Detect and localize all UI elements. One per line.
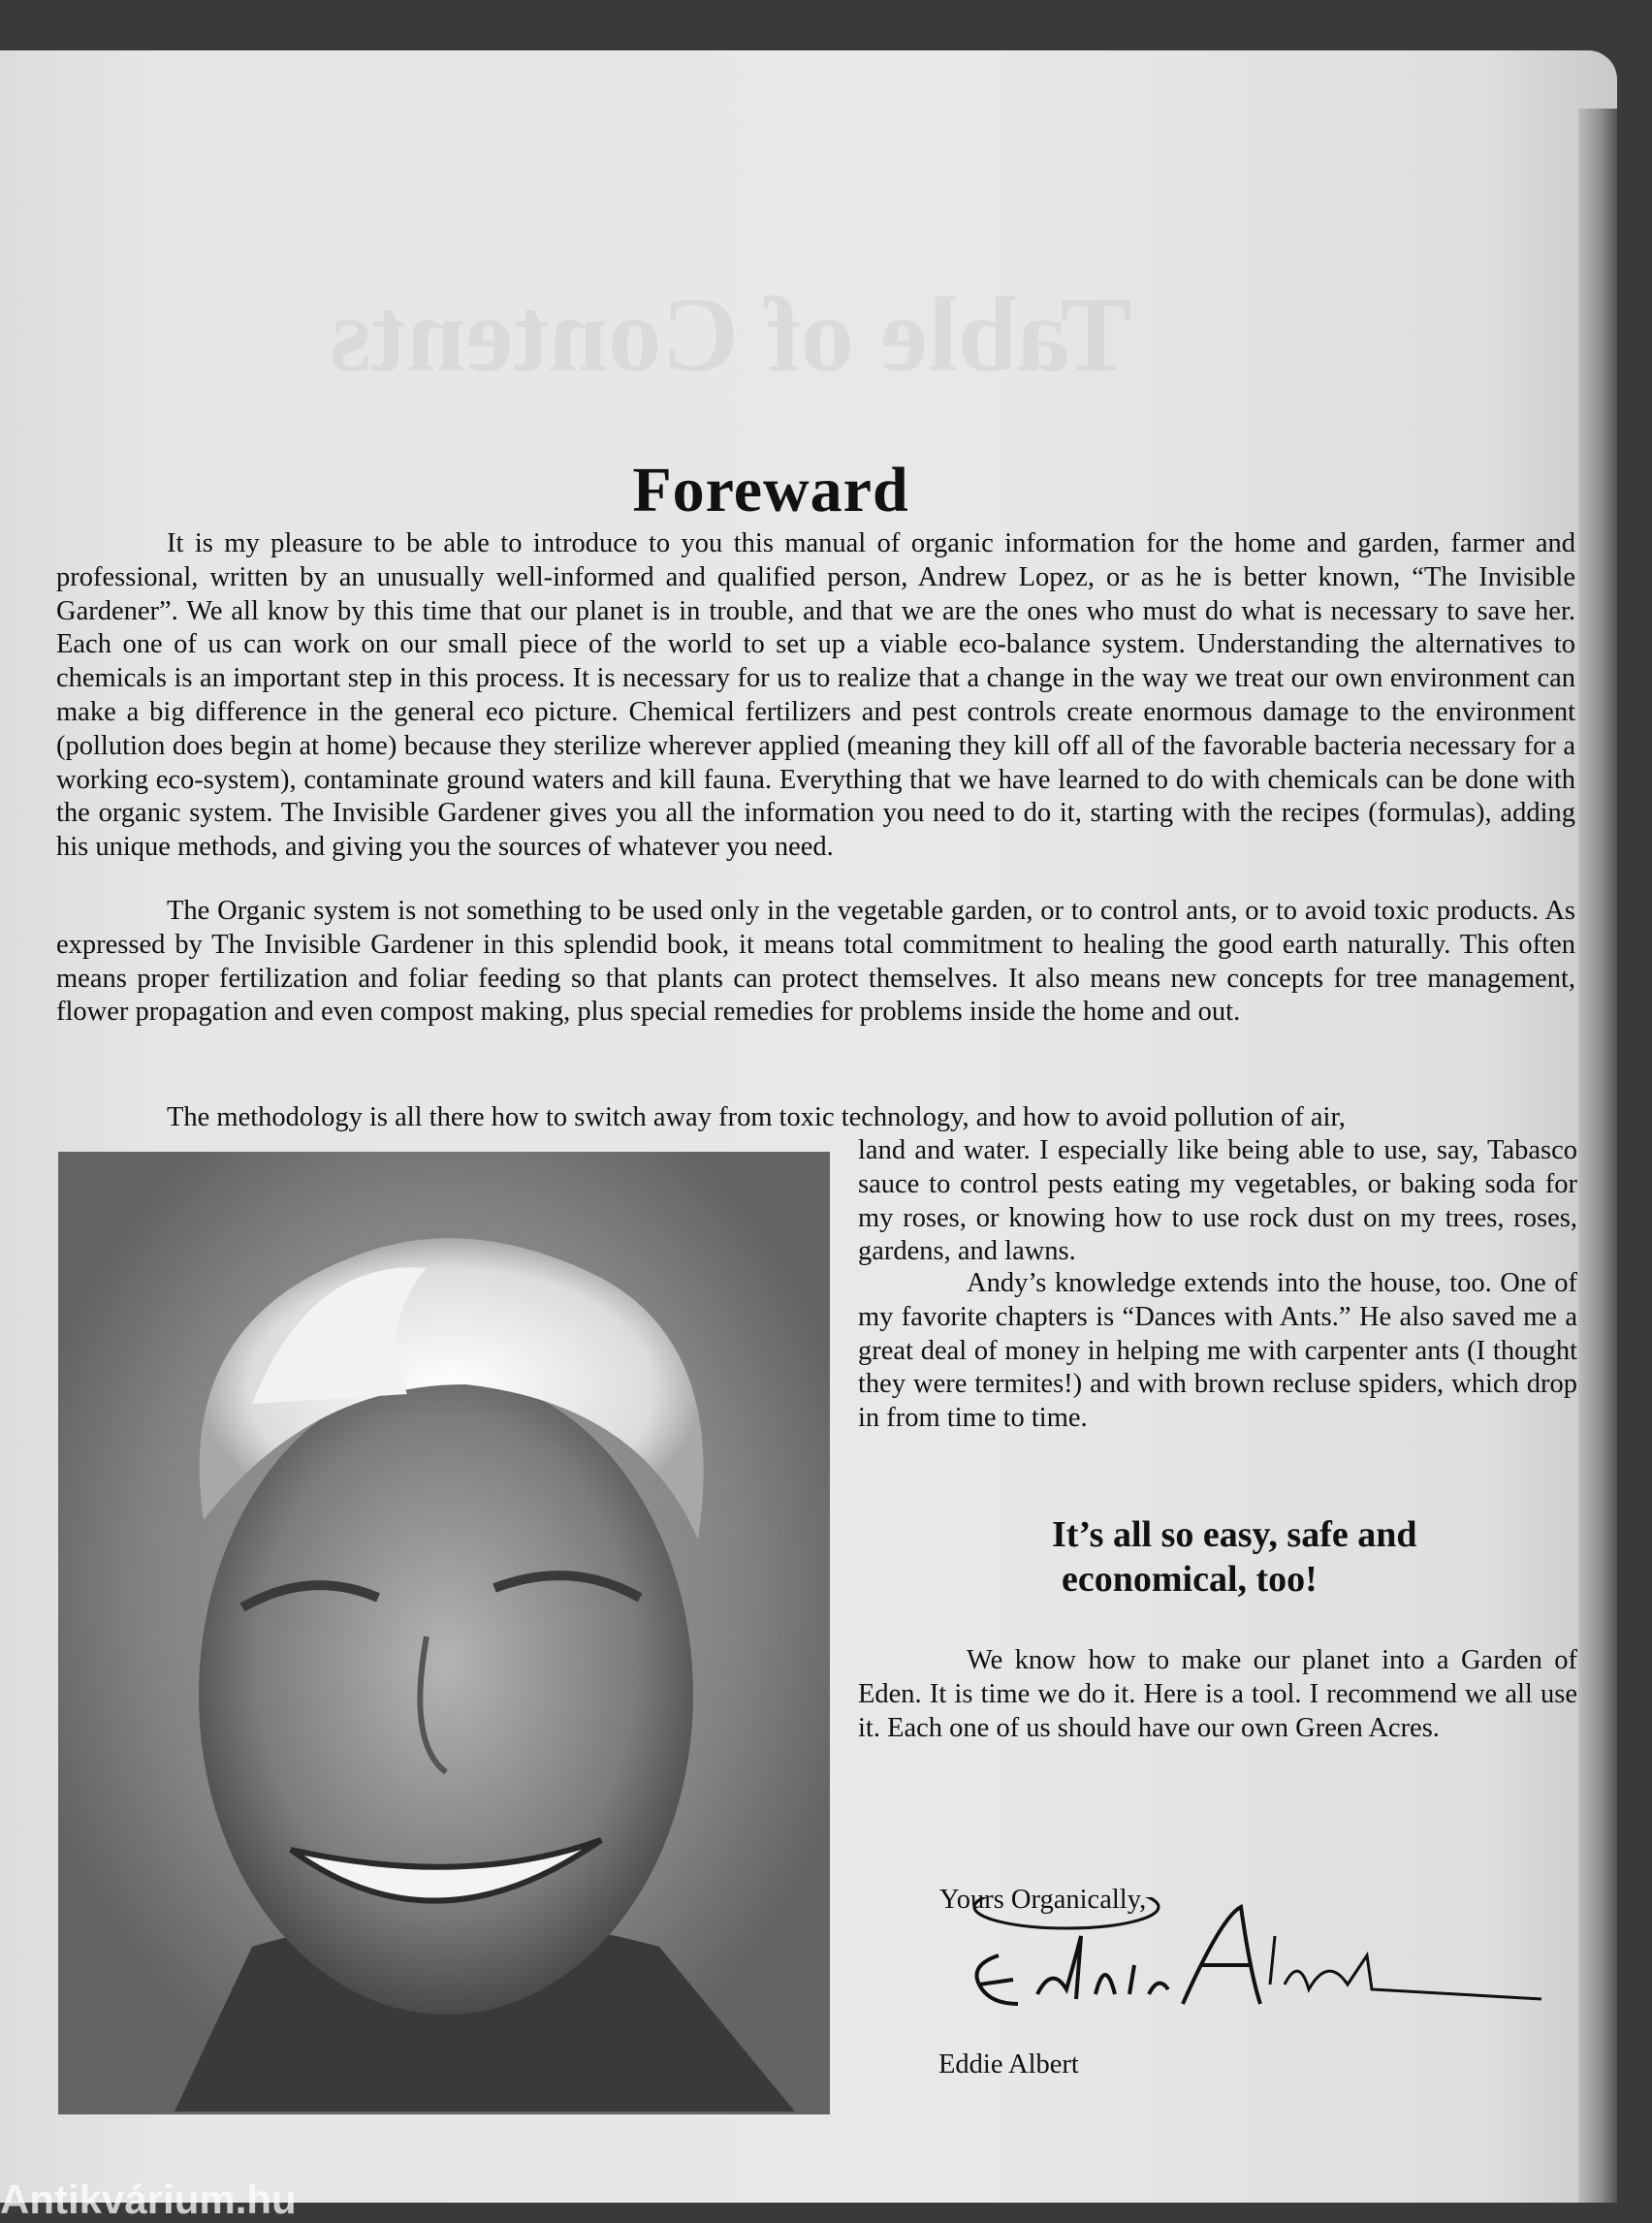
- callout-line-2: economical, too!: [1062, 1559, 1318, 1600]
- paragraph-andys-knowledge: [858, 1267, 1577, 1436]
- paragraph-garden-of-eden-text: We know how to make our planet into a Garden of Eden. It is time we do it. Here is a tool. I recommend we all use it. Each one of us should have our own Green Acres.: [858, 1645, 1577, 1743]
- page-title: Foreward: [632, 455, 909, 526]
- paragraph-garden-of-eden: [858, 1644, 1577, 1745]
- callout-heading: [1052, 1512, 1417, 1602]
- closing-salutation: Yours Organically,: [939, 1885, 1147, 1915]
- paragraph-organic-system: The Organic system is not something to be used only in the vegetable garden, or to control ants, or to avoid toxic products. As expressed by The Invisible Gardener in this splendid book, it means total commitment to healing the good earth naturally. This often means proper fertilization and foliar feeding so that plants can protect themselves. It also means new concepts for tree management, flower propagation and even compost making, plus special remedies for problems inside the home and out.: [56, 896, 1575, 1028]
- portrait-photo: [58, 1152, 830, 2114]
- paragraph-andys-knowledge-text: Andy’s knowledge extends into the house, too. One of my favorite chapters is “Dances with Ants.” He also saved me a great deal of money in helping me with carpenter ants (I thought they were termites!) and with brown recluse spiders, which drop in from time to time.: [858, 1268, 1577, 1434]
- book-page: [0, 50, 1617, 2203]
- watermark: Antikvárium.hu: [0, 2176, 297, 2222]
- signer-name: Eddie Albert: [938, 2049, 1079, 2080]
- paragraph-methodology-rest: land and water. I especially like being able to use, say, Tabasco sauce to control pests eating my vegetables, or baking soda for my roses, or knowing how to use rock dust on my trees, roses, gardens, and lawns.: [858, 1135, 1577, 1267]
- paragraph-methodology-lead: The methodology is all there how to switch away from toxic technology, and how to avoid pollution of air,: [167, 1102, 1346, 1132]
- bleed-through-text: Table of Contents: [330, 275, 1132, 394]
- handwritten-signature: [960, 1897, 1561, 2043]
- page-edge-shadow: [1578, 109, 1617, 2203]
- paragraph-intro: It is my pleasure to be able to introduce to you this manual of organic information for the home and garden, farmer and professional, written by an unusually well-informed and qualified person, Andrew Lopez, or as he is better known, “The Invisible Gardener”. We all know by this time that our planet is in trouble, and that we are the ones who must do what is necessary to save her. Each one of us can work on our small piece of the world to set up a viable eco-balance system. Understanding the alternatives to chemicals is an important step in this process. It is necessary for us to realize that a change in the way we treat our own environment can make a big difference in the general eco picture. Chemical fertilizers and pest controls create enormous damage to the environment (pollution does begin at home) because they sterilize wherever applied (meaning they kill off all of the favorable bacteria necessary for a working eco-system), contaminate ground waters and kill fauna. Everything that we have learned to do with chemicals can be done with the organic system. The Invisible Gardener gives you all the information you need to do it, starting with the recipes (formulas), adding his unique methods, and giving you the sources of whatever you need.: [56, 528, 1575, 863]
- callout-line-1: It’s all so easy, safe and: [1052, 1514, 1417, 1555]
